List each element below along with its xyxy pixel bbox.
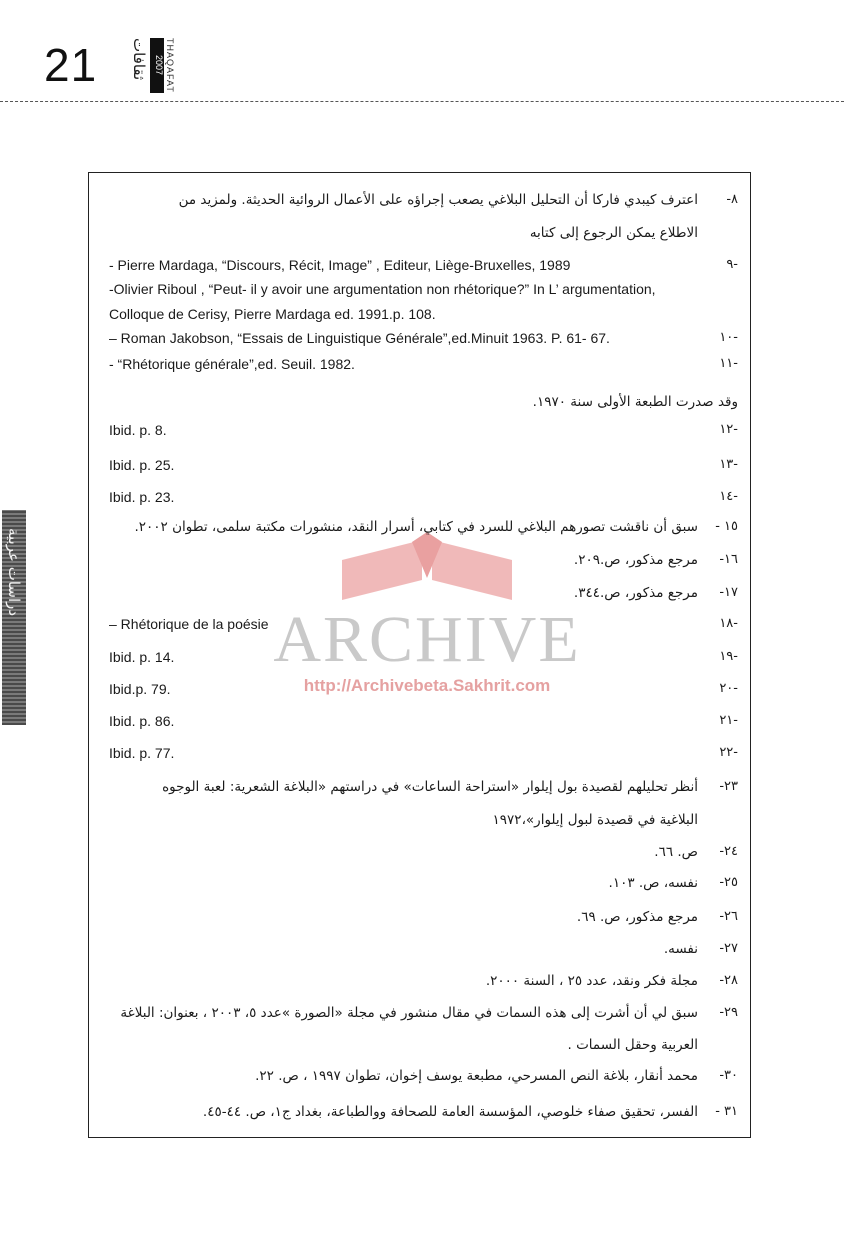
footnote-number: ٢٣- bbox=[719, 779, 738, 794]
footnote-text: - “Rhétorique générale”,ed. Seuil. 1982. bbox=[109, 356, 355, 372]
footnote-text: محمد أنقار، بلاغة النص المسرحي، مطبعة يوسف إخوان، تطوان ١٩٩٧ ، ص. ٢٢. bbox=[255, 1068, 698, 1084]
footnote-number: ١٥ - bbox=[715, 519, 738, 534]
footnote-number: ٢٧- bbox=[719, 941, 738, 956]
watermark-word: ARCHIVE bbox=[273, 603, 581, 676]
footnote-line bbox=[89, 353, 750, 379]
footnote-text: - Pierre Mardaga, “Discours, Récit, Image” , Editeur, Liège-Bruxelles, 1989 bbox=[109, 257, 571, 273]
footnote-line bbox=[89, 646, 750, 672]
footnote-text: الفسر، تحقيق صفاء خلوصي، المؤسسة العامة للصحافة ووالطباعة، بغداد ج١، ص. ٤٤-٤٥. bbox=[202, 1104, 698, 1120]
footnote-number: -١٠ bbox=[719, 330, 738, 345]
footnote-line bbox=[89, 391, 750, 417]
footnote-text: Ibid. p. 86. bbox=[109, 713, 175, 729]
footnote-text: سبق لي أن أشرت إلى هذه السمات في مقال منشور في مجلة «الصورة »عدد ٥، ٢٠٠٣ ، بعنوان: البلاغة bbox=[120, 1005, 698, 1021]
footnote-line bbox=[89, 1101, 750, 1127]
footnote-text: Ibid. p. 8. bbox=[109, 422, 167, 438]
footnote-text: Ibid. p. 25. bbox=[109, 457, 175, 473]
footnote-number: ١٧- bbox=[719, 585, 738, 600]
footnote-number: ٢٦- bbox=[719, 909, 738, 924]
footnote-line bbox=[89, 222, 750, 248]
footnotes-box bbox=[88, 172, 751, 1138]
footnote-text: Ibid.p. 79. bbox=[109, 681, 171, 697]
footnote-line bbox=[89, 1034, 750, 1060]
footnote-text: اعترف كيبدي فاركا أن التحليل البلاغي يصعب إجراؤه على الأعمال الروائية الحديثة. ولمزيد من bbox=[178, 192, 698, 208]
footnote-number: ١٦- bbox=[719, 552, 738, 567]
footnote-text: أنظر تحليلهم لقصيدة بول إيلوار «استراحة الساعات» في دراستهم «البلاغة الشعرية: لعبة الوجوه bbox=[162, 779, 698, 795]
footnote-number: -١٣ bbox=[719, 457, 738, 472]
footnote-number: -١٢ bbox=[719, 422, 738, 437]
footnote-line bbox=[89, 678, 750, 704]
footnote-text: سبق أن ناقشت تصورهم البلاغي للسرد في كتابي، أسرار النقد، منشورات مكتبة سلمى، تطوان ٢٠٠٢. bbox=[134, 519, 698, 535]
footnote-line bbox=[89, 1065, 750, 1091]
footnote-number: ٢٨- bbox=[719, 973, 738, 988]
footnote-text: الاطلاع يمكن الرجوع إلى كتابه bbox=[529, 225, 698, 241]
footnote-text: Ibid. p. 77. bbox=[109, 745, 175, 761]
footnote-line bbox=[89, 970, 750, 996]
footnote-number: -٩ bbox=[726, 257, 738, 272]
footnote-number: ٢٥- bbox=[719, 875, 738, 890]
footnote-text: – Roman Jakobson, “Essais de Linguistique Générale”,ed.Minuit 1963. P. 61- 67. bbox=[109, 330, 610, 346]
magazine-title-arabic: ثقافات bbox=[130, 38, 148, 81]
footnote-number: -٢٠ bbox=[719, 681, 738, 696]
footnote-text: Colloque de Cerisy, Pierre Mardaga ed. 1991.p. 108. bbox=[109, 306, 436, 322]
footnote-line bbox=[89, 516, 750, 542]
footnote-line bbox=[89, 1002, 750, 1028]
footnote-number: -١٩ bbox=[719, 649, 738, 664]
footnote-text: Ibid. p. 23. bbox=[109, 489, 175, 505]
footnote-line bbox=[89, 549, 750, 575]
footnote-text: مجلة فكر ونقد، عدد ٢٥ ، السنة ٢٠٠٠. bbox=[485, 973, 698, 989]
page-number: 21 bbox=[44, 39, 98, 91]
footnote-number: -٢١ bbox=[719, 713, 738, 728]
footnote-line bbox=[89, 254, 750, 280]
footnote-number: ٢٩- bbox=[719, 1005, 738, 1020]
footnote-text: Ibid. p. 14. bbox=[109, 649, 175, 665]
footnote-text: البلاغية في قصيدة لبول إيلوار»،١٩٧٢ bbox=[492, 812, 698, 828]
footnote-line bbox=[89, 872, 750, 898]
footnote-line bbox=[89, 841, 750, 867]
footnote-line bbox=[89, 454, 750, 480]
magazine-title-latin: THAQAFAT bbox=[165, 38, 175, 93]
footnote-line bbox=[89, 809, 750, 835]
footnote-text: ص. ٦٦. bbox=[654, 844, 698, 860]
footnote-text: مرجع مذكور، ص. ٦٩. bbox=[576, 909, 698, 925]
watermark-url: http://Archivebeta.Sakhrit.com bbox=[303, 676, 551, 695]
footnote-line bbox=[89, 278, 750, 304]
footnote-text: -Olivier Riboul , “Peut- il y avoir une argumentation non rhétorique?” In L’ argumentation, bbox=[109, 281, 656, 297]
footnote-line bbox=[89, 582, 750, 608]
footnote-number: ٣٠- bbox=[719, 1068, 738, 1083]
footnote-line bbox=[89, 303, 750, 329]
footnote-text: نفسه. bbox=[663, 941, 698, 957]
footnote-text: نفسه، ص. ١٠٣. bbox=[608, 875, 698, 891]
footnote-line bbox=[89, 613, 750, 639]
footnote-line bbox=[89, 776, 750, 802]
footnote-text: – Rhétorique de la poésie bbox=[109, 616, 269, 632]
footnote-line bbox=[89, 906, 750, 932]
header-divider bbox=[0, 101, 844, 102]
footnote-line bbox=[89, 486, 750, 512]
footnote-line bbox=[89, 327, 750, 353]
footnote-number: -١٤ bbox=[719, 489, 738, 504]
footnote-text: العربية وحقل السمات . bbox=[567, 1037, 698, 1053]
footnote-number: ٨- bbox=[726, 192, 738, 207]
spine-label: دراسات عربية bbox=[5, 528, 23, 617]
footnote-line bbox=[89, 938, 750, 964]
footnote-line bbox=[89, 189, 750, 215]
footnote-number: -١٨ bbox=[719, 616, 738, 631]
issue-year: 2007 bbox=[150, 38, 164, 93]
magazine-logo bbox=[128, 38, 178, 93]
footnote-text: وقد صدرت الطبعة الأولى سنة ١٩٧٠. bbox=[532, 394, 738, 410]
footnote-line bbox=[89, 742, 750, 768]
section-spine-tab bbox=[2, 510, 26, 725]
footnote-text: مرجع مذكور، ص.٣٤٤. bbox=[573, 585, 698, 601]
footnote-number: ٢٤- bbox=[719, 844, 738, 859]
footnote-text: مرجع مذكور، ص.٢٠٩. bbox=[573, 552, 698, 568]
footnote-line bbox=[89, 419, 750, 445]
footnote-line bbox=[89, 710, 750, 736]
footnote-number: -١١ bbox=[719, 356, 738, 371]
footnote-number: ٣١ - bbox=[715, 1104, 738, 1119]
footnote-number: -٢٢ bbox=[719, 745, 738, 760]
